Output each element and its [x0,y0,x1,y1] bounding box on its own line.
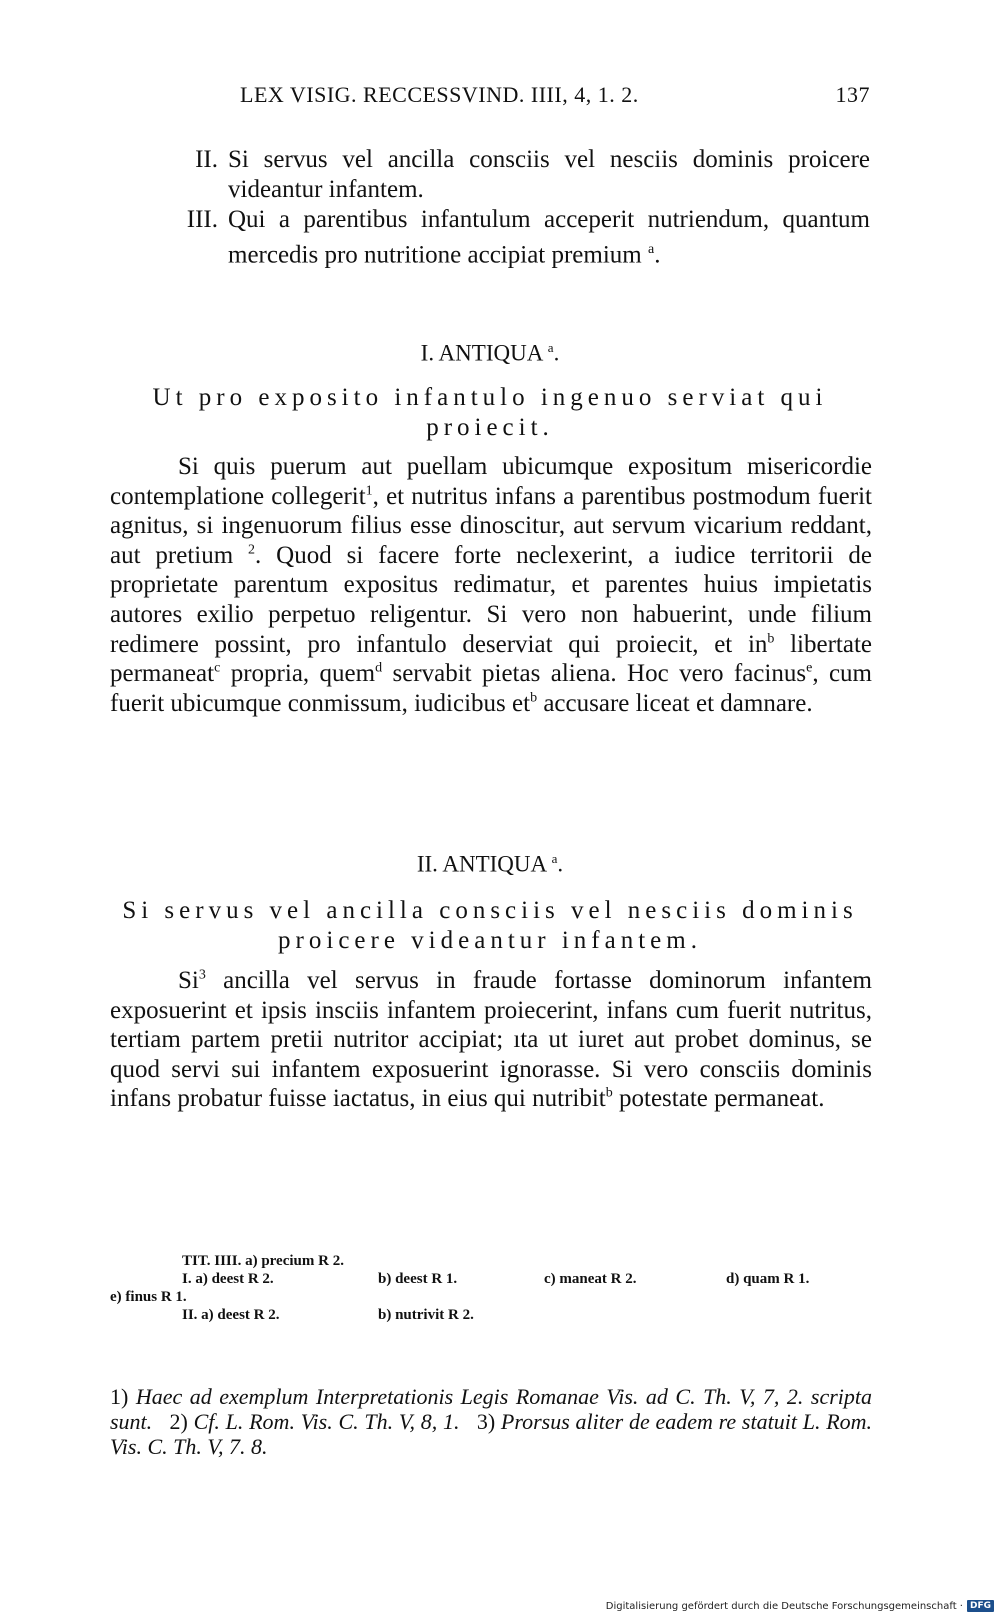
body-text-run: Si quis puerum aut puellam ubicumque expositum misericordie contemplatione collegerit [110,453,872,510]
body-text-run: accusare liceat et damnare. [537,689,813,717]
summary-text-main: Qui a parentibus infantulum acceperit nutriendum, quantum mercedis pro nutritione accipiat premium [228,206,870,269]
dfg-logo: DFG [967,1600,994,1612]
footnote-label: 1) [110,1384,129,1409]
body-text-run: servabit pietas aliena. Hoc vero facinus [382,660,807,688]
footnote-marker: c [214,660,221,676]
summary-number: II. [195,146,218,173]
apparatus-entry: c) maneat R 2. [544,1271,637,1287]
apparatus-entry: II. a) deest R 2. [182,1307,280,1323]
footnote-marker: d [375,660,383,676]
footnote-marker: a [648,242,655,257]
section-heading-tail: . [553,340,560,366]
section-heading-text: I. ANTIQUA [420,340,543,366]
section-heading-text: II. ANTIQUA [416,851,546,877]
body-text-run: libertate permaneat [110,630,872,688]
body-text-run: . Quod si facere forte neclexerint, a iudice territorii de proprietate parentum expositus redimatur, et parentes huius impietatis autores exilio perpetuo religentur. Si vero non habuerint, unde filium redimere possint, pro infantulo deserviat qui proiecit, et in [110,541,872,658]
digitization-note: Digitalisierung gefördert durch die Deutsche Forschungsgemeinschaft · [605,1600,963,1612]
footnote-marker: a [547,340,554,355]
critical-apparatus [110,1252,870,1324]
footnote-marker: b [530,690,538,706]
body-text-run: , cum fuerit ubicumque conmissum, iudicibus et [110,660,872,717]
section-body-1 [110,452,872,718]
summary-item-2 [110,145,870,205]
footnote-label: 3) [476,1409,496,1434]
chapter-summary-list [110,145,870,270]
section-heading-1 [110,340,870,367]
apparatus-entry: b) deest R 1. [378,1271,458,1287]
footnote-marker: e [806,660,813,676]
section-rubric-1: Ut pro exposito infantulo ingenuo serviat qui proiecit. [152,384,828,441]
summary-text-tail: . [654,241,661,269]
footnote-text: Prorsus aliter de eadem re statuit L. Rom. Vis. C. Th. V, 7. 8. [110,1409,873,1459]
summary-item-3 [110,205,870,270]
footnote-marker: 1 [365,483,373,499]
body-text-run: ancilla vel servus in fraude fortasse dominorum infantem exposuerint et ipsis insciis infantem proiecerint, infans cum fuerit nutritus, tertiam partem pretii nutritor accipiat; ıta ut iuret aut probet dominus, se quod servi sui infantem exposuerint ignorasse. Si vero consciis dominis infans probatur fuisse iactatus, in eius qui nutribit [110,967,872,1113]
body-text-run: , et nutritus infans a parentibus postmodum fuerit agnitus, si ingenuorum filius esse dinoscitur, aut servum vicarium reddant, aut pretium [110,482,872,569]
apparatus-line: e) finus R 1. [110,1289,187,1305]
body-text-run: Si [178,967,199,994]
running-header [110,82,870,112]
body-text-run: propria, quem [220,660,376,688]
footnote-marker: 2 [248,542,256,558]
footnote-label: 2) [169,1409,188,1434]
section-heading-2 [110,851,870,878]
footnotes [110,1384,872,1459]
running-title: LEX VISIG. RECCESSVIND. IIII, 4, 1. 2. [240,82,639,107]
apparatus-entry: d) quam R 1. [726,1271,810,1287]
footnote-marker: 3 [198,967,206,983]
footnote-marker: a [551,851,558,866]
section-heading-tail: . [557,851,564,877]
summary-text: Si servus vel ancilla consciis vel nesciis dominis proicere videantur infantem. [228,146,870,203]
section-body-2 [110,966,872,1114]
digitization-credit [606,1600,994,1612]
apparatus-entry: I. a) deest R 2. [182,1271,274,1287]
apparatus-line [110,1270,870,1288]
footnote-marker: b [605,1086,613,1102]
footnote-text: Cf. L. Rom. Vis. C. Th. V, 8, 1. [193,1409,460,1434]
page-number: 137 [835,82,870,107]
section-rubric-2: Si servus vel ancilla consciis vel nesciis dominis proicere videantur infantem. [122,897,858,954]
summary-text [228,205,870,270]
footnote-marker: b [767,631,775,647]
footnote-text: Haec ad exemplum Interpretationis Legis Romanae Vis. ad C. Th. V, 7, 2. scripta sunt. [110,1384,872,1434]
apparatus-line: TIT. IIII. a) precium R 2. [182,1253,344,1269]
body-text-run: potestate permaneat. [612,1085,825,1113]
apparatus-line [110,1306,870,1324]
apparatus-entry: b) nutrivit R 2. [378,1307,474,1323]
summary-number: III. [186,206,218,233]
